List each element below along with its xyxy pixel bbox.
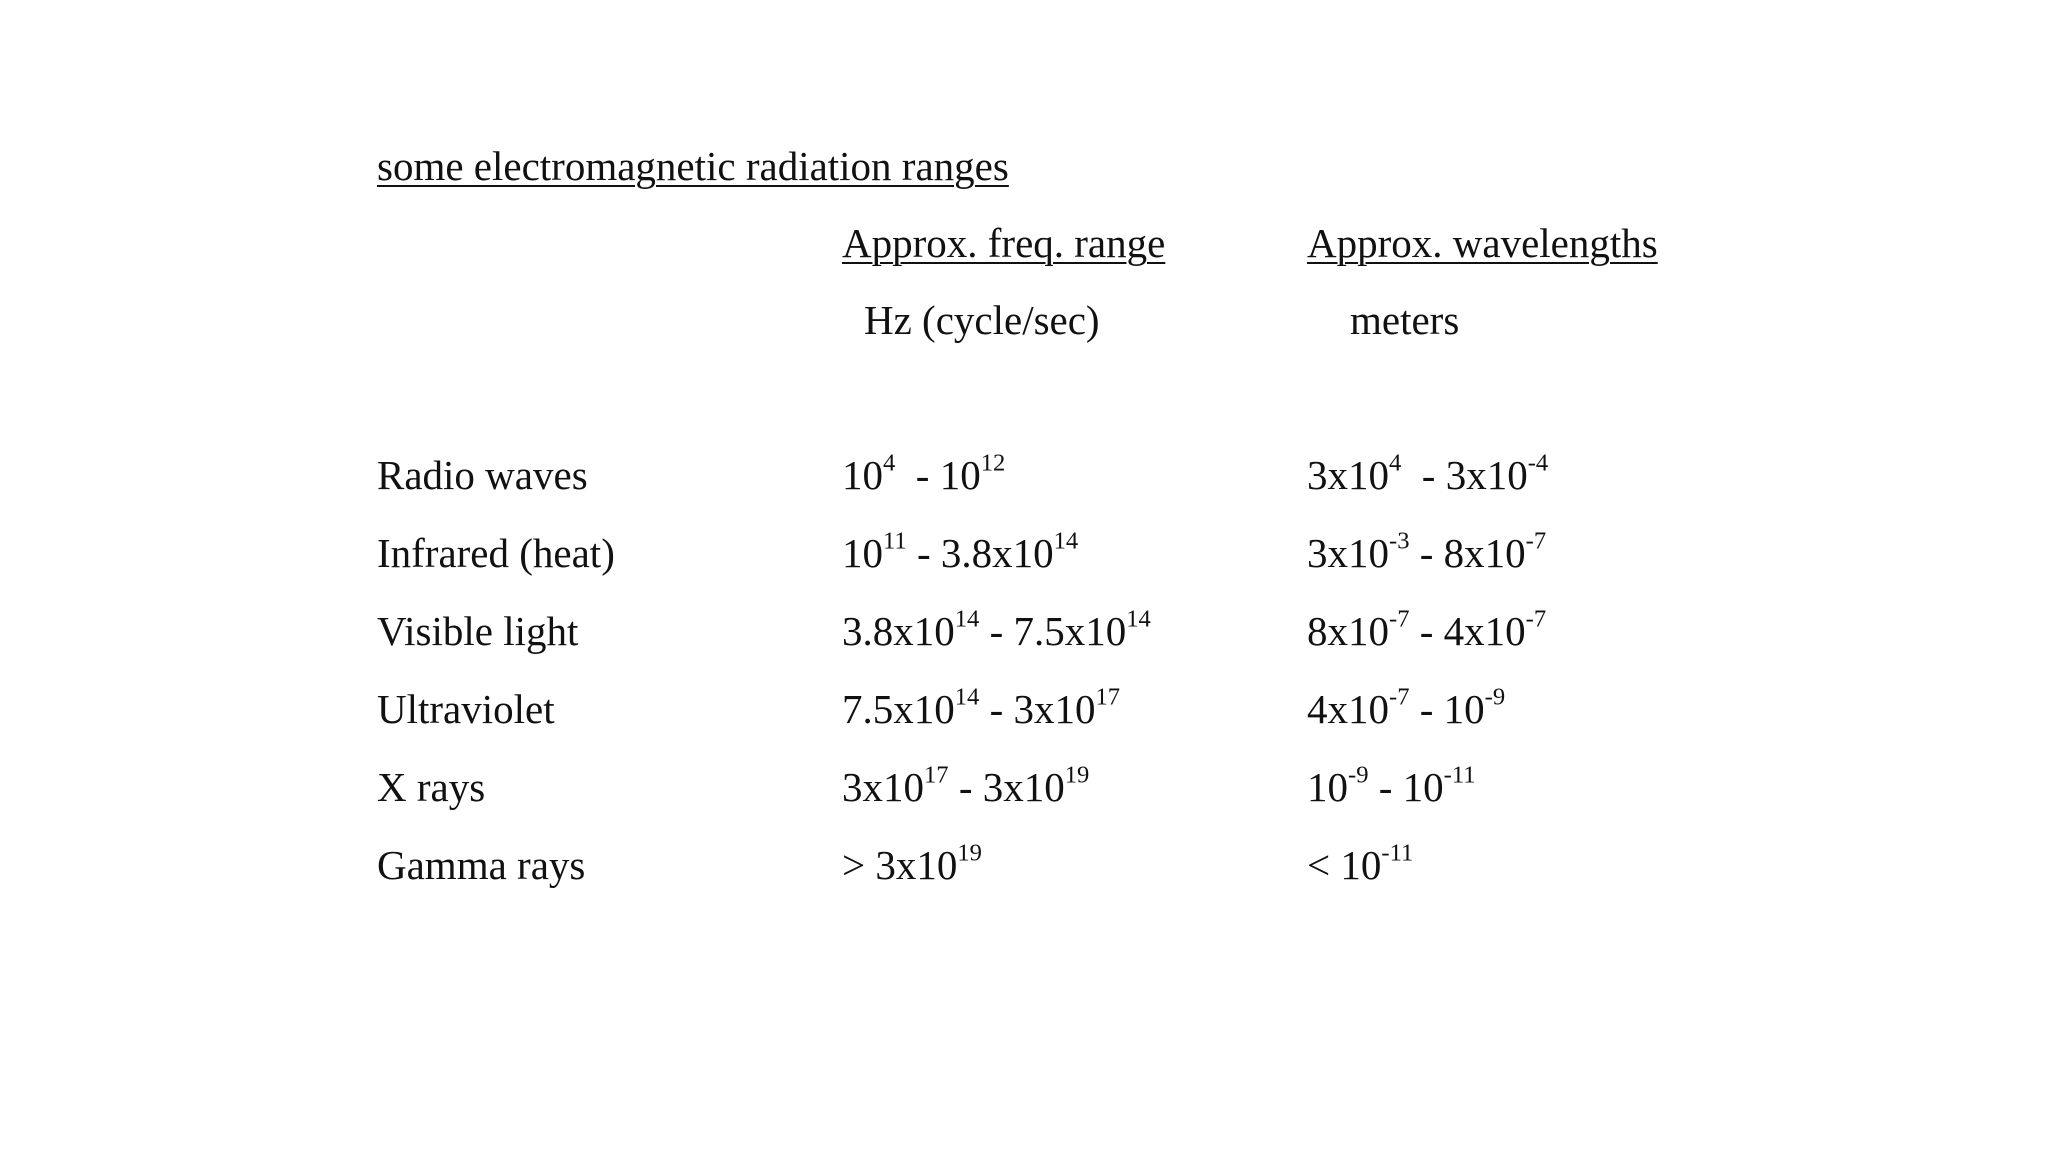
value-base: - 3.8x10 [906, 530, 1054, 576]
value-base: - 3x10 [979, 686, 1096, 732]
frequency-range [842, 605, 1151, 654]
value-base: - 10 [1409, 686, 1485, 732]
value-exponent: -7 [1389, 605, 1410, 633]
value-exponent: 14 [954, 683, 980, 711]
value-base: > 3x10 [842, 842, 958, 888]
frequency-range [842, 839, 982, 888]
wavelength-range [1307, 449, 1549, 498]
frequency-range [842, 683, 1121, 732]
freq-unit-label: Hz (cycle/sec) [864, 297, 1100, 343]
frequency-range [842, 449, 1006, 498]
value-exponent: -7 [1525, 605, 1547, 633]
value-base: 4x10 [1307, 686, 1389, 732]
value-exponent: 17 [1095, 683, 1121, 711]
value-base: 3x10 [1307, 530, 1389, 576]
value-exponent: 19 [1064, 761, 1090, 789]
value-base: 3x10 [842, 764, 924, 810]
page-title: some electromagnetic radiation ranges [377, 143, 1009, 189]
wavelength-range [1307, 839, 1414, 888]
value-base: - 4x10 [1409, 608, 1526, 654]
value-exponent: 19 [957, 839, 982, 867]
wavelength-range [1307, 761, 1476, 810]
radiation-name: Gamma rays [377, 842, 586, 888]
radiation-name: Visible light [377, 608, 579, 654]
wavelength-range [1307, 605, 1547, 654]
value-base: < 10 [1307, 842, 1382, 888]
radiation-name: Ultraviolet [377, 686, 555, 732]
value-base: 3.8x10 [842, 608, 955, 654]
value-base: - 3x10 [948, 764, 1065, 810]
value-exponent: -4 [1527, 449, 1549, 477]
value-exponent: 4 [883, 449, 896, 477]
value-base: - 10 [1368, 764, 1444, 810]
radiation-name: Radio waves [377, 452, 588, 498]
value-exponent: -7 [1389, 683, 1410, 711]
wavelength-unit-label: meters [1350, 297, 1460, 343]
value-base: 10 [842, 530, 883, 576]
radiation-name: Infrared (heat) [377, 530, 615, 576]
value-base: - 8x10 [1409, 530, 1526, 576]
freq-range-header: Approx. freq. range [842, 220, 1166, 266]
value-base: - 7.5x10 [979, 608, 1127, 654]
wavelength-range [1307, 683, 1506, 732]
value-exponent: -3 [1389, 527, 1410, 555]
value-base: 3x10 [1307, 452, 1389, 498]
wavelength-header: Approx. wavelengths [1307, 220, 1658, 266]
value-base: - 3x10 [1401, 452, 1528, 498]
frequency-range [842, 761, 1090, 810]
frequency-range [842, 527, 1079, 576]
value-base: 10 [842, 452, 883, 498]
value-exponent: -9 [1348, 761, 1369, 789]
value-base: 10 [1307, 764, 1348, 810]
value-base: 7.5x10 [842, 686, 955, 732]
value-base: 8x10 [1307, 608, 1389, 654]
value-exponent: 14 [954, 605, 980, 633]
value-exponent: -7 [1525, 527, 1547, 555]
radiation-name: X rays [377, 764, 486, 810]
value-exponent: 11 [883, 527, 907, 555]
value-exponent: 14 [1126, 605, 1151, 633]
value-exponent: 14 [1053, 527, 1079, 555]
value-exponent: -11 [1443, 761, 1476, 789]
value-exponent: -11 [1381, 839, 1414, 867]
value-exponent: 4 [1389, 449, 1402, 477]
value-exponent: 17 [924, 761, 949, 789]
value-base: - 10 [895, 452, 981, 498]
wavelength-range [1307, 527, 1547, 576]
value-exponent: -9 [1484, 683, 1506, 711]
value-exponent: 12 [980, 449, 1006, 477]
